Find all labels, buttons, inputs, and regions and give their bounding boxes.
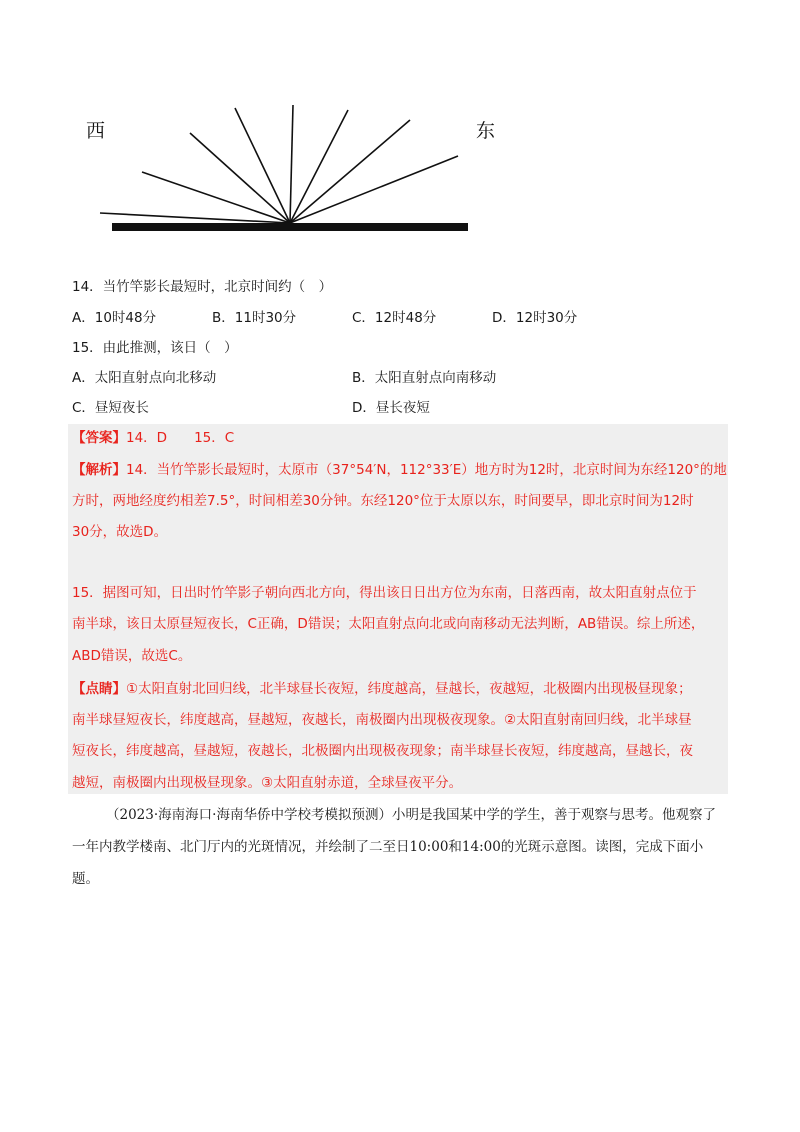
analysis-tag: 【解析】	[72, 462, 126, 478]
q14-option-c: C．12时48分	[352, 310, 437, 326]
next-intro-line-2: 一年内教学楼南、北门厅内的光斑情况，并绘制了二至日10:00和14:00的光斑示意图。读图，完成下面小	[72, 839, 704, 855]
answer-line	[72, 428, 234, 448]
shadow-diagram	[80, 100, 520, 250]
answer-text: 14．D 15．C	[126, 430, 235, 446]
q15-option-c: C．昼短夜长	[72, 400, 149, 416]
analysis-line-4: 15．据图可知，日出时竹竿影子朝向西北方向，得出该日日出方位为东南，日落西南，故太阳直射点位于	[72, 585, 697, 601]
shadow-ray-2	[142, 172, 290, 223]
analysis-text-1: 14．当竹竿影长最短时，太原市（37°54′N，112°33′E）地方时为12时，北京时间为东经120°的地	[126, 462, 727, 478]
shadow-ray-1	[100, 213, 290, 223]
analysis-line-5: 南半球，该日太原昼短夜长，C正确，D错误；太阳直射点向北或向南移动无法判断，AB错误。综上所述，	[72, 616, 705, 632]
tips-line-2: 南半球昼短夜长，纬度越高，昼越短，夜越长，南极圈内出现极夜现象。②太阳直射南回归线，北半球昼	[72, 712, 692, 728]
q15-option-d: D．昼长夜短	[352, 400, 430, 416]
east-label: 东	[476, 120, 496, 142]
west-label: 西	[86, 120, 106, 142]
next-intro-line-1: （2023·海南海口·海南华侨中学校考模拟预测）小明是我国某中学的学生，善于观察与思考。他观察了	[106, 807, 716, 823]
tips-text-1: ①太阳直射北回归线，北半球昼长夜短，纬度越高，昼越长，夜越短，北极圈内出现极昼现象；	[126, 681, 692, 697]
tips-line-1	[72, 679, 692, 699]
analysis-line-6: ABD错误，故选C。	[72, 648, 192, 664]
shadow-ray-8	[290, 156, 458, 223]
q14-option-b: B．11时30分	[212, 310, 297, 326]
analysis-line-1	[72, 460, 727, 480]
shadow-ray-5	[290, 105, 293, 223]
analysis-line-3: 30分，故选D。	[72, 524, 168, 540]
q15-option-b: B．太阳直射点向南移动	[352, 370, 497, 386]
tips-line-4: 越短，南极圈内出现极昼现象。③太阳直射赤道，全球昼夜平分。	[72, 775, 463, 791]
q14-stem: 14．当竹竿影长最短时，北京时间约（ ）	[72, 279, 333, 295]
q15-stem: 15．由此推测，该日（ ）	[72, 340, 238, 356]
shadow-ray-6	[290, 110, 348, 223]
shadow-ray-7	[290, 120, 410, 223]
analysis-line-2: 方时，两地经度约相差7.5°，时间相差30分钟。东经120°位于太原以东，时间要早，即北京时间为12时	[72, 493, 694, 509]
shadow-figure	[80, 100, 520, 250]
next-intro-line-3: 题。	[72, 871, 99, 887]
q14-option-a: A．10时48分	[72, 310, 157, 326]
q15-option-a: A．太阳直射点向北移动	[72, 370, 217, 386]
tips-line-3: 短夜长，纬度越高，昼越短，夜越长，北极圈内出现极夜现象；南半球昼长夜短，纬度越高，昼越长，夜	[72, 743, 693, 759]
shadow-ray-3	[190, 133, 290, 223]
ground-bar	[112, 223, 468, 231]
tips-tag: 【点睛】	[72, 681, 126, 697]
shadow-ray-4	[235, 108, 290, 223]
answer-tag: 【答案】	[72, 430, 126, 446]
q14-option-d: D．12时30分	[492, 310, 578, 326]
